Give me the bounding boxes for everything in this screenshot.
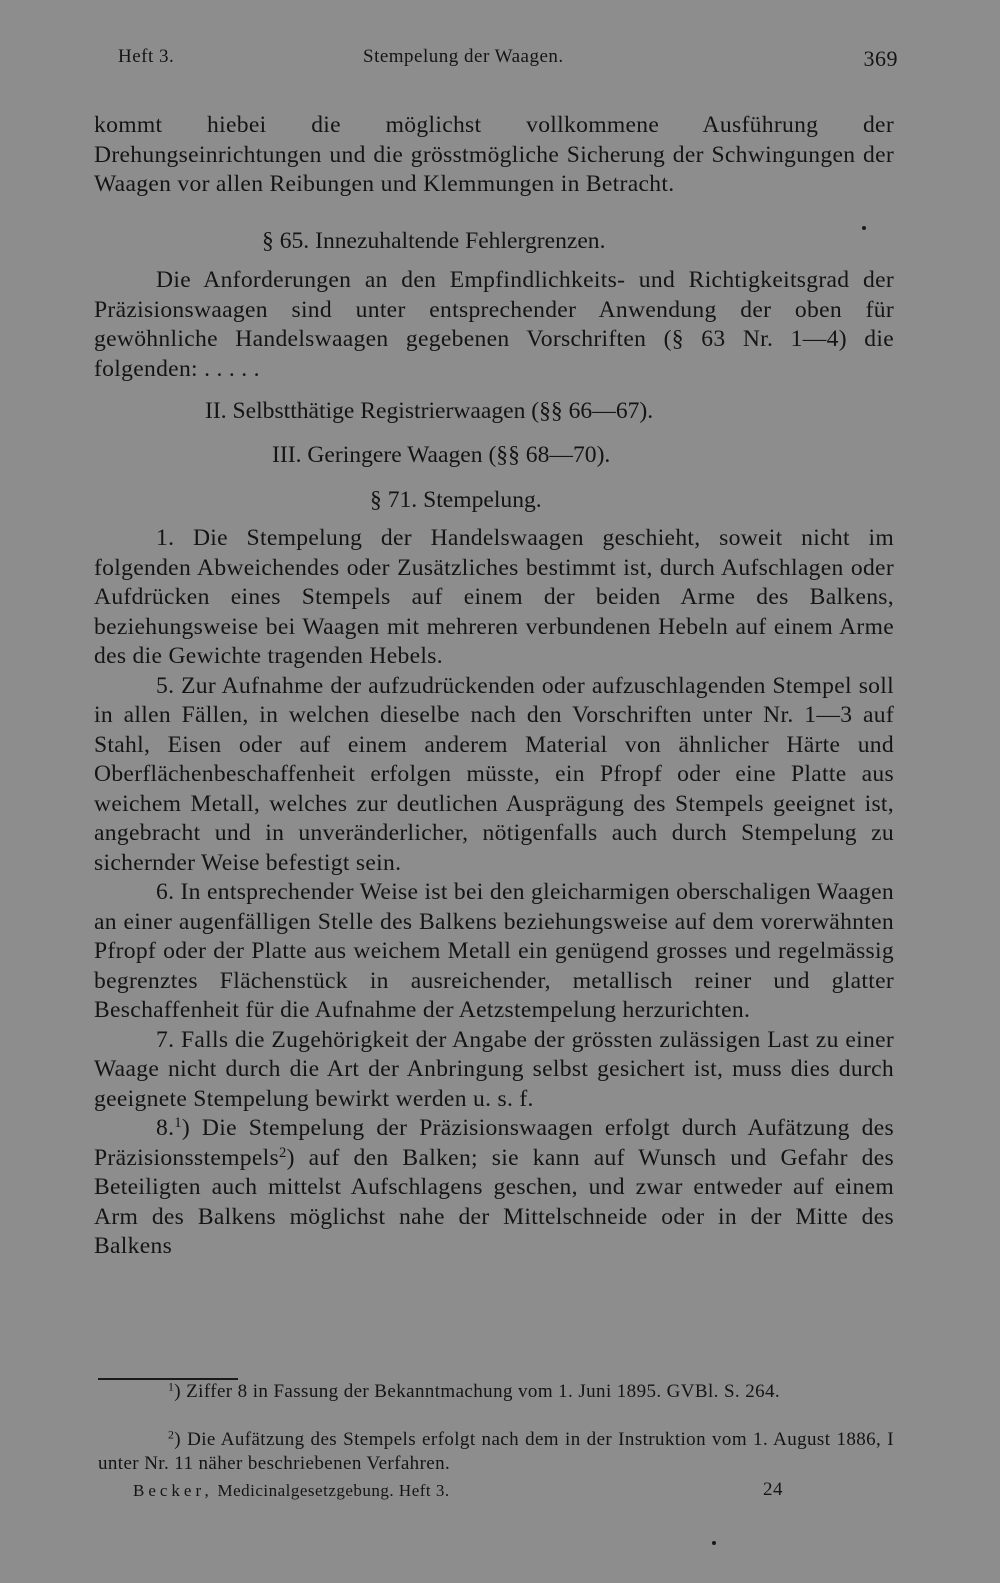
printer-signature-line <box>133 1481 793 1501</box>
clause-7: 7. Falls die Zugehörigkeit der Angabe der grössten zulässigen Last zu einer Waage nicht durch die Art der Anbringung selbst gesichert ist, muss dies durch geeignete Stempelung bewirkt werden u. s. f. <box>94 1026 894 1112</box>
footnote-1 <box>98 1380 894 1404</box>
footnote-text: ) Ziffer 8 in Fassung der Bekanntmachung vom 1. Juni 1895. GVBl. S. 264. <box>174 1381 781 1402</box>
header-issue: Heft 3. <box>118 46 175 67</box>
footer-title: Medicinalgesetzgebung. Heft 3. <box>217 1481 450 1500</box>
footer-author: Becker, <box>133 1481 213 1500</box>
header-title: Stempelung der Waagen. <box>363 46 564 67</box>
ink-speck <box>712 1541 716 1545</box>
running-header <box>118 46 898 76</box>
clause-1: 1. Die Stempelung der Handelswaagen geschieht, soweit nicht im folgenden Abweichendes oder Zusätzliches bestimmt ist, durch Aufschlagen oder Aufdrücken eines Stempels auf einem der beiden Arme des Balkens, beziehungsweise bei Waagen mit mehreren verbundenen Hebeln auf einem Arme des die Gewichte tragenden Hebels. <box>94 525 894 669</box>
footnote-mark: 2 <box>168 1428 175 1442</box>
clause-8-text-b: ) auf den Balken; sie kann auf Wunsch und Gefahr des Beteiligten auch mittelst Aufschlagens geschen, und zwar entweder auf einem Arm des Balkens möglichst nahe der Mittelschneide oder in der Mitte des Balkens <box>94 1144 894 1259</box>
clause-5: 5. Zur Aufnahme der aufzudrückenden oder aufzuschlagenden Stempel soll in allen Fällen, in welchen dieselbe nach den Vorschriften unter Nr. 1—3 auf Stahl, Eisen oder auf einem anderem Material von ähnlicher Härte und Oberflächenbeschaffenheit erfolgen müsste, ein Pfropf oder eine Platte aus weichem Metall, welches zur deutlichen Ausprägung des Stempels geeignet ist, angebracht und in unveränderlicher, nötigenfalls auch durch Stempelung zu sichernder Weise befestigt sein. <box>94 672 894 876</box>
item-III: III. Geringere Waagen (§§ 68—70). <box>272 442 611 468</box>
ink-speck <box>862 226 866 230</box>
clause-6: 6. In entsprechender Weise ist bei den gleicharmigen oberschaligen Waagen an einer augenfälligen Stelle des Balkens beziehungsweise auf dem vorerwähnten Pfropf oder der Platte aus weichem Metall ein genügend grosses und regelmässig begrenztes Flächenstück in ausreichender, metallisch reiner und glatter Beschaffenheit für die Aufnahme der Aetzstempelung herzurichten. <box>94 879 894 1023</box>
paragraph-continued <box>94 111 894 200</box>
footnote-2 <box>98 1428 894 1475</box>
item-II: II. Selbstthätige Registrierwaagen (§§ 66—67). <box>205 398 654 424</box>
sheet-signature: 24 <box>763 1479 783 1500</box>
section-heading-71: § 71. Stempelung. <box>370 487 542 513</box>
paragraph-requirements <box>94 266 894 384</box>
clauses <box>94 524 894 1262</box>
footnote-mark: 1 <box>168 1380 175 1394</box>
footnote-ref-2: 2 <box>278 1144 287 1161</box>
heading-text: § 65. Innezuhaltende Fehlergrenzen. <box>262 228 606 254</box>
footnote-ref-1: 1 <box>174 1114 182 1131</box>
clause-8-text-a: ) Die Stempelung der Präzisionswaagen erfolgt durch Aufätzung des Präzisionsstempels <box>94 1115 894 1171</box>
paragraph-text: Die Anforderungen an den Empfindlichkeits- und Richtigkeitsgrad der Präzisionswaagen sind unter entsprechender Anwendung der oben für gewöhnliche Handelswaagen gegebenen Vorschriften (§ 63 Nr. 1—4) die folgenden: . . . . . <box>94 267 894 382</box>
footnote-text: ) Die Aufätzung des Stempels erfolgt nach dem in der Instruktion vom 1. August 1886, I unter Nr. 11 näher beschriebenen Verfahren. <box>98 1429 894 1474</box>
clause-8-number: 8. <box>156 1115 175 1141</box>
paragraph-text: kommt hiebei die möglichst vollkommene Ausführung der Drehungseinrichtungen und die grösstmögliche Sicherung der Schwingungen der Waagen vor allen Reibungen und Klemmungen in Betracht. <box>94 112 894 197</box>
clause-8 <box>94 1114 894 1262</box>
page-number: 369 <box>863 46 898 71</box>
